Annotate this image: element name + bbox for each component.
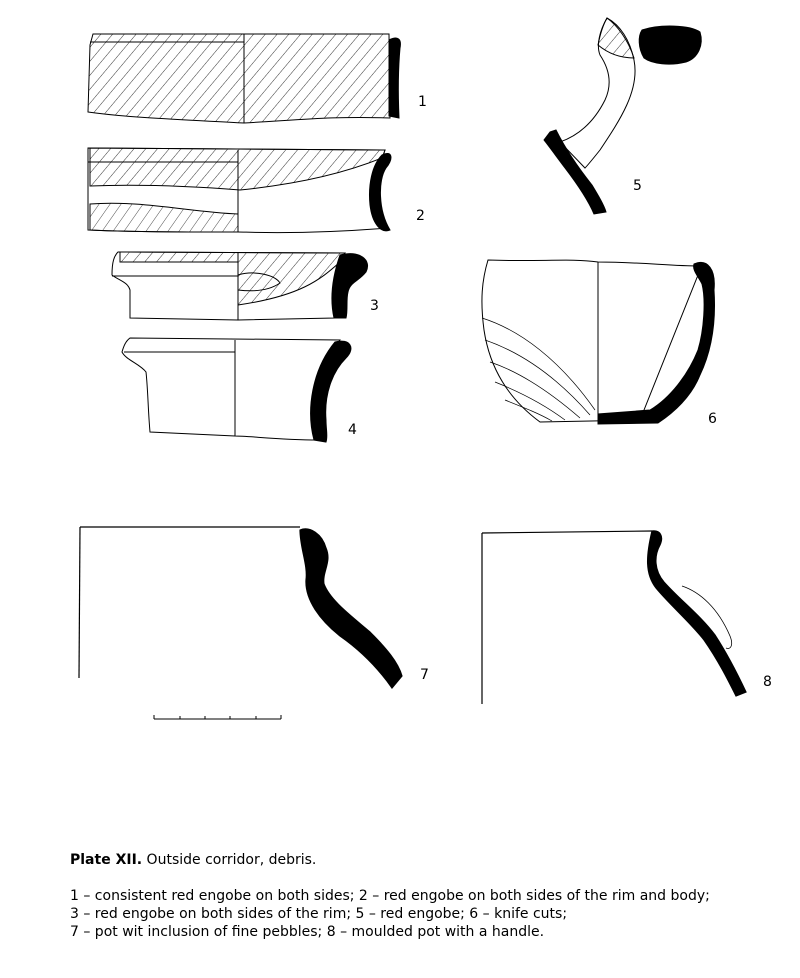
figure-label-2: 2 [416, 208, 425, 224]
sherd-5-drawing [544, 18, 701, 214]
scale-bar [154, 715, 281, 719]
caption-note-line: 3 – red engobe on both sides of the rim; 5 – red engobe; 6 – knife cuts; [70, 906, 568, 922]
plate-caption [70, 851, 790, 941]
vessel-7-drawing [79, 527, 402, 688]
figure-label-8: 8 [763, 674, 772, 690]
sherd-4-drawing [122, 338, 351, 442]
vessel-6-drawing [482, 260, 715, 424]
figure-label-7: 7 [420, 667, 429, 683]
caption-title-rest: Outside corridor, debris. [142, 852, 317, 868]
figure-label-3: 3 [370, 298, 379, 314]
vessel-8-drawing [482, 531, 746, 704]
sherd-2-drawing [88, 148, 391, 233]
caption-title [70, 851, 790, 869]
caption-note-line: 1 – consistent red engobe on both sides; 2 – red engobe on both sides of the rim and body; [70, 888, 710, 904]
caption-note-line: 7 – pot wit inclusion of fine pebbles; 8 – moulded pot with a handle. [70, 924, 545, 940]
figure-label-6: 6 [708, 411, 717, 427]
figure-label-1: 1 [418, 94, 427, 110]
caption-title-bold: Plate XII. [70, 852, 143, 868]
sherd-3-drawing [112, 252, 368, 320]
figure-label-5: 5 [633, 178, 642, 194]
sherd-1-drawing [88, 34, 400, 123]
figure-label-4: 4 [348, 422, 357, 438]
